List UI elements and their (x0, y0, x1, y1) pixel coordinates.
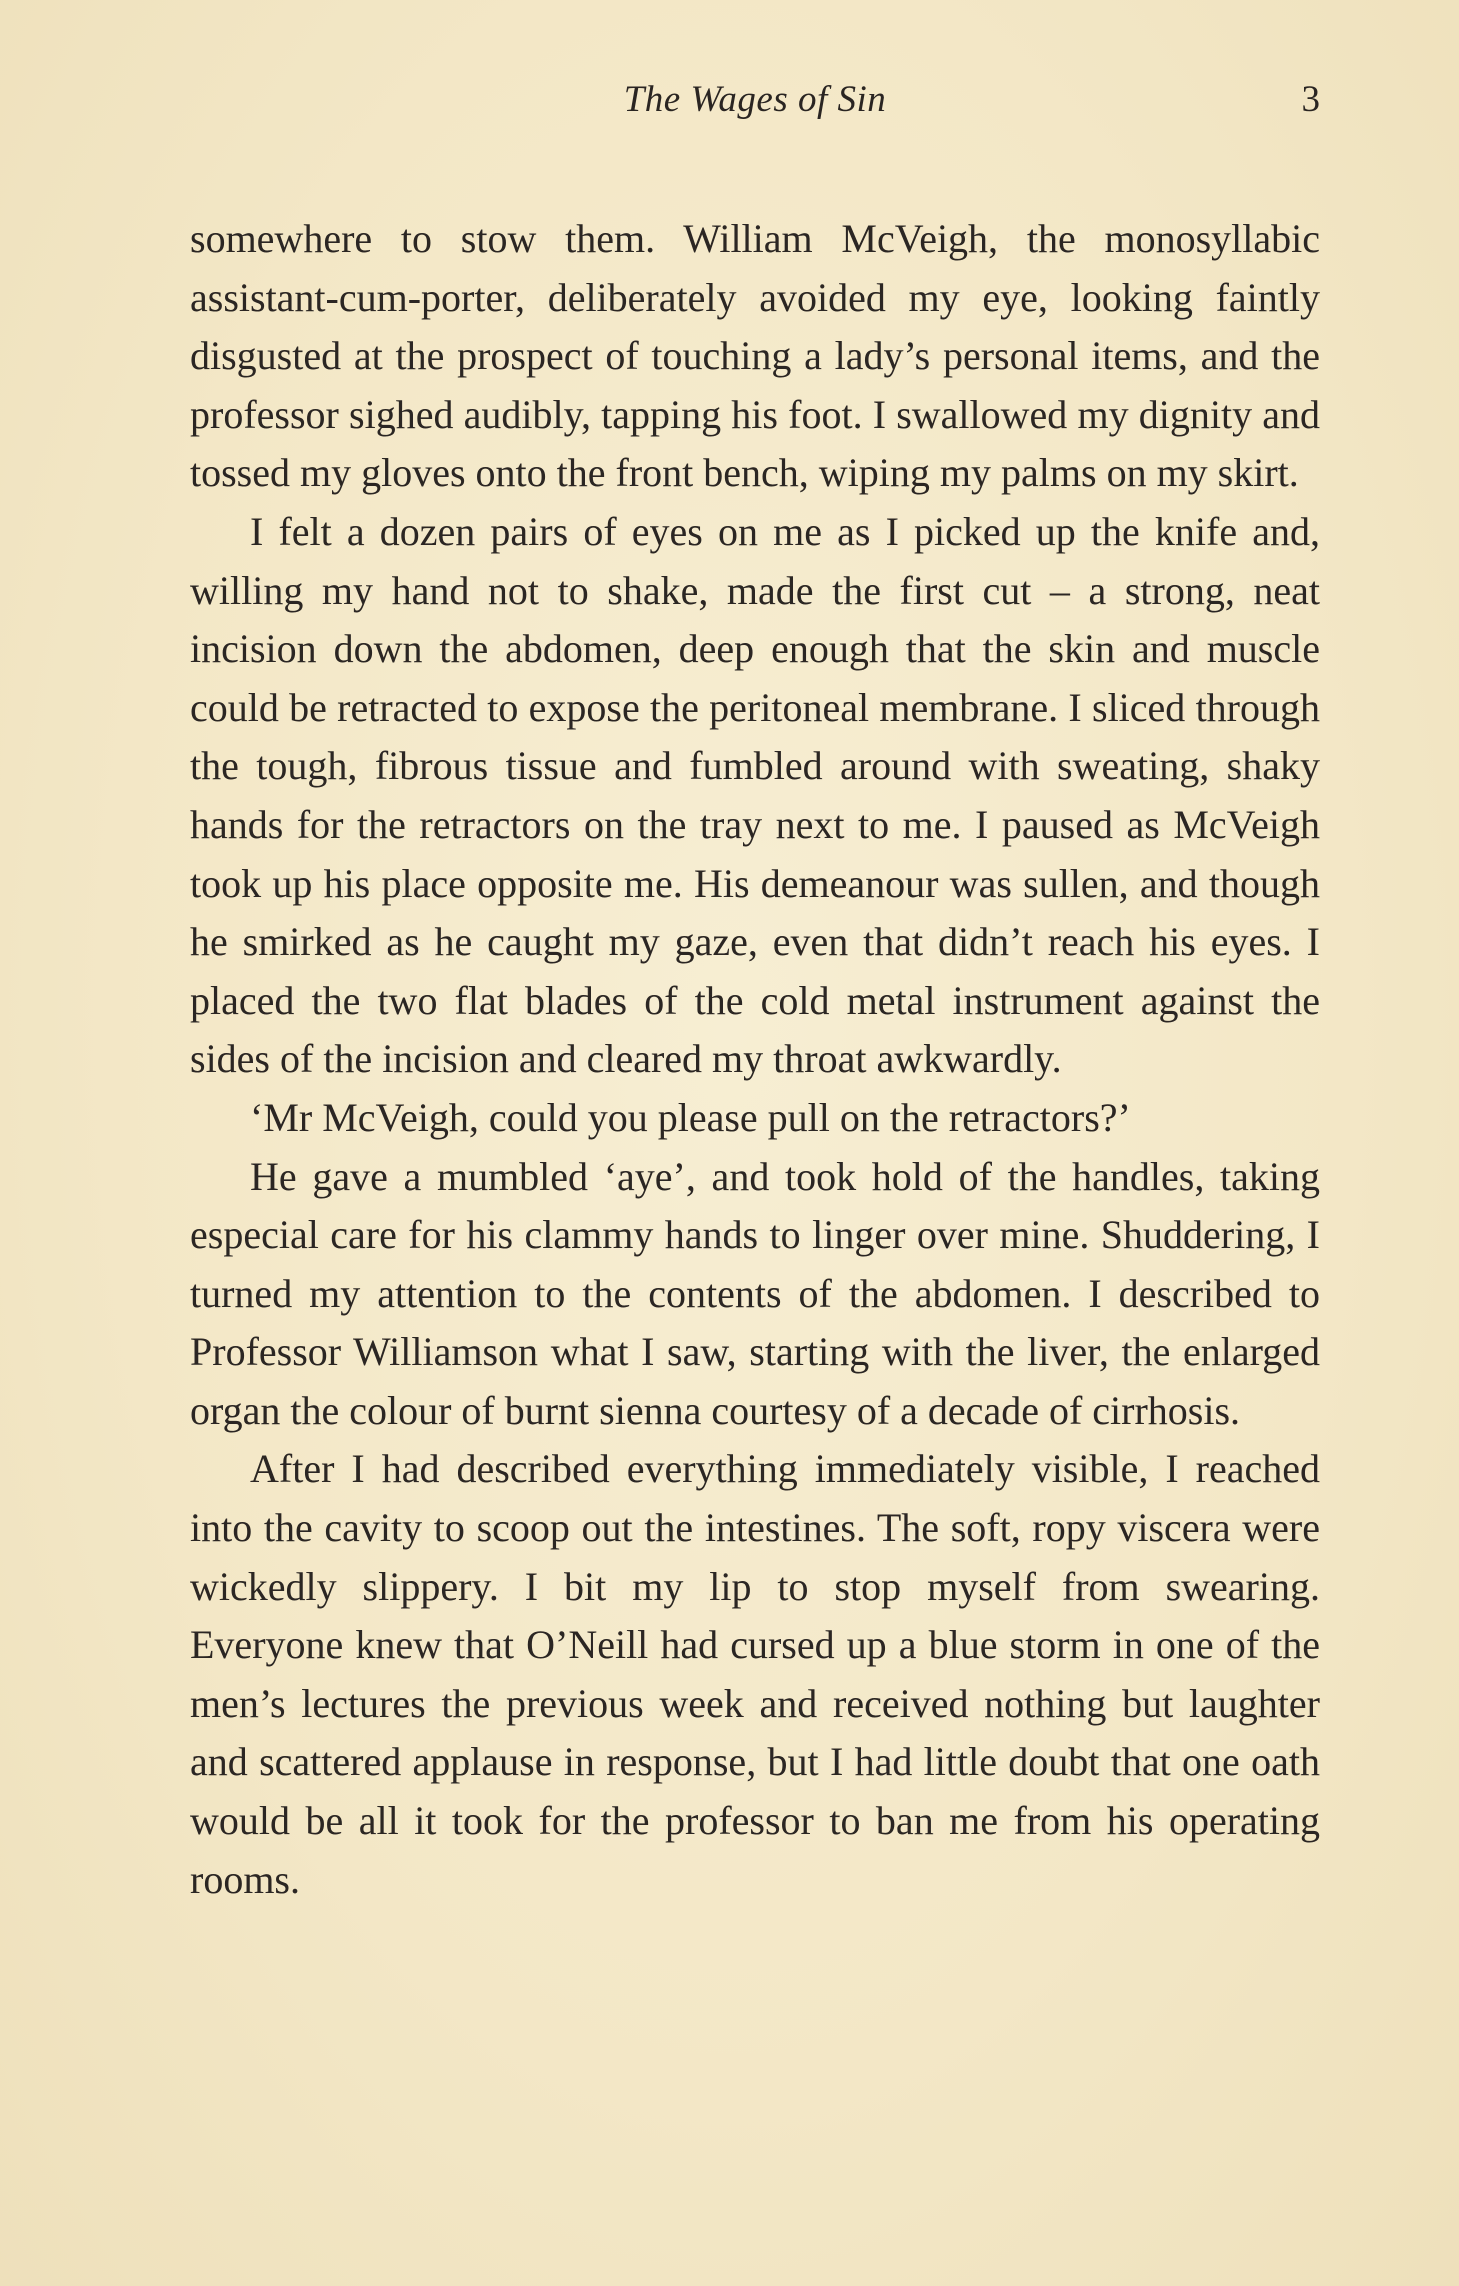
paragraph: After I had described everything immediately visible, I reached into the cavity to scoop out the intestines. The soft, ropy viscera were wickedly slippery. I bit my lip to stop myself from swearing. Everyone knew that O’Neill had cursed up a blue storm in one of the men’s lectures the previous week and received nothing but laughter and scattered applause in response, but I had little doubt that one oath would be all it took for the professor to ban me from his operating rooms. (190, 1446, 1320, 1902)
paragraph: I felt a dozen pairs of eyes on me as I picked up the knife and, willing my hand not to shake, made the first cut – a strong, neat incision down the abdomen, deep enough that the skin and muscle could be retracted to expose the peritoneal membrane. I sliced through the tough, fibrous tissue and fumbled around with sweating, shaky hands for the retractors on the tray next to me. I paused as McVeigh took up his place opposite me. His demeanour was sullen, and though he smirked as he caught my gaze, even that didn’t reach his eyes. I placed the two flat blades of the cold metal instrument against the sides of the incision and cleared my throat awkwardly. (190, 508, 1320, 1082)
paragraph: ‘Mr McVeigh, could you please pull on the retractors?’ (250, 1094, 1131, 1140)
paragraph: somewhere to stow them. William McVeigh, the monosyllabic assistant-cum-porter, deliberately avoided my eye, looking faintly disgusted at the prospect of touching a lady’s personal items, and the professor sighed audibly, tapping his foot. I swallowed my dignity and tossed my gloves onto the front bench, wiping my palms on my skirt. (190, 216, 1320, 496)
page-body (190, 210, 1320, 1909)
page-number: 3 (1301, 79, 1320, 120)
paragraph: He gave a mumbled ‘aye’, and took hold of the handles, taking especial care for his clammy hands to linger over mine. Shuddering, I turned my attention to the contents of the abdomen. I described to Professor Williamson what I saw, starting with the liver, the enlarged organ the colour of burnt sienna courtesy of a decade of cirrhosis. (190, 1153, 1320, 1433)
page-header (190, 78, 1320, 138)
running-title: The Wages of Sin (623, 79, 887, 120)
